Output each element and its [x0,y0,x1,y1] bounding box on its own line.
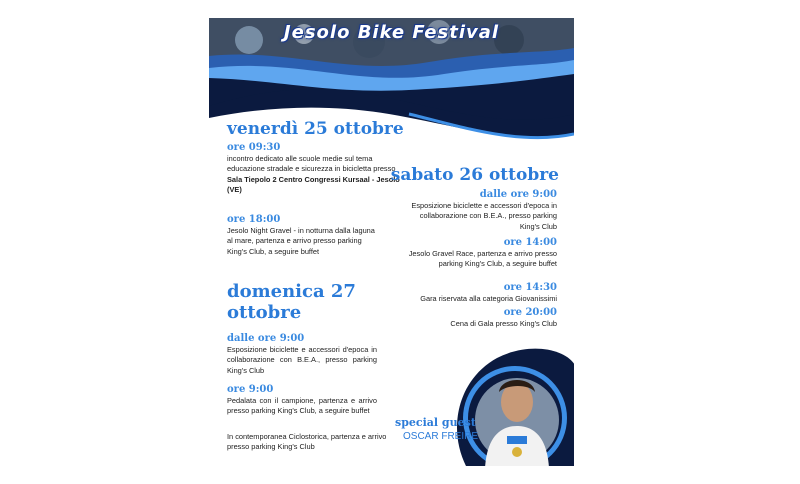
saturday-desc-1: Esposizione biciclette e accessori d'epoca in collaborazione con B.E.A., presso parking King's Club [411,201,557,231]
saturday-time-1: dalle ore 9:00 [479,189,557,200]
saturday-desc-4: Cena di Gala presso King's Club [450,319,557,328]
sunday-heading-line1: domenica 27 [227,281,356,302]
sunday-time-1: dalle ore 9:00 [227,333,305,344]
saturday-desc-2: Jesolo Gravel Race, partenza e arrivo presso parking King's Club, a seguire buffet [408,249,557,269]
sunday-desc-1: Esposizione biciclette e accessori d'epoca in collaborazione con B.E.A., presso parking King's Club [227,345,377,375]
festival-title: Jesolo Bike Festival [283,22,500,43]
friday-desc-2: Jesolo Night Gravel - in notturna dalla laguna al mare, partenza e arrivo presso parking King's Club, a seguire buffet [227,226,375,256]
saturday-time-4: ore 20:00 [503,307,557,318]
friday-heading: venerdì 25 ottobre [227,119,404,139]
friday-time-2: ore 18:00 [227,214,281,225]
sunday-desc-2: Pedalata con il campione, partenza e arrivo presso parking King's Club, a seguire buffet [227,396,377,416]
sunday-desc-3: In contemporanea Ciclostorica, partenza e arrivo presso parking King's Club [227,432,387,452]
saturday-time-2: ore 14:00 [503,237,557,248]
saturday-desc-3: Gara riservata alla categoria Giovanissimi [420,294,557,303]
saturday-time-3: ore 14:30 [503,282,557,293]
friday-time-1: ore 09:30 [227,142,281,153]
festival-flyer [209,18,574,466]
sunday-heading-line2: ottobre [227,302,302,323]
guest-name: OSCAR FREIRE [403,431,479,442]
sunday-time-2: ore 9:00 [227,384,274,395]
saturday-heading: sabato 26 ottobre [390,165,559,185]
guest-photo [437,340,574,466]
special-guest-label: special guest [395,416,476,429]
friday-desc-1: incontro dedicato alle scuole medie sul tema educazione stradale e sicurezza in bicicletta presso Sala Tiepolo 2 Centro Congressi Kursaal - Jesolo (VE) [227,154,400,195]
